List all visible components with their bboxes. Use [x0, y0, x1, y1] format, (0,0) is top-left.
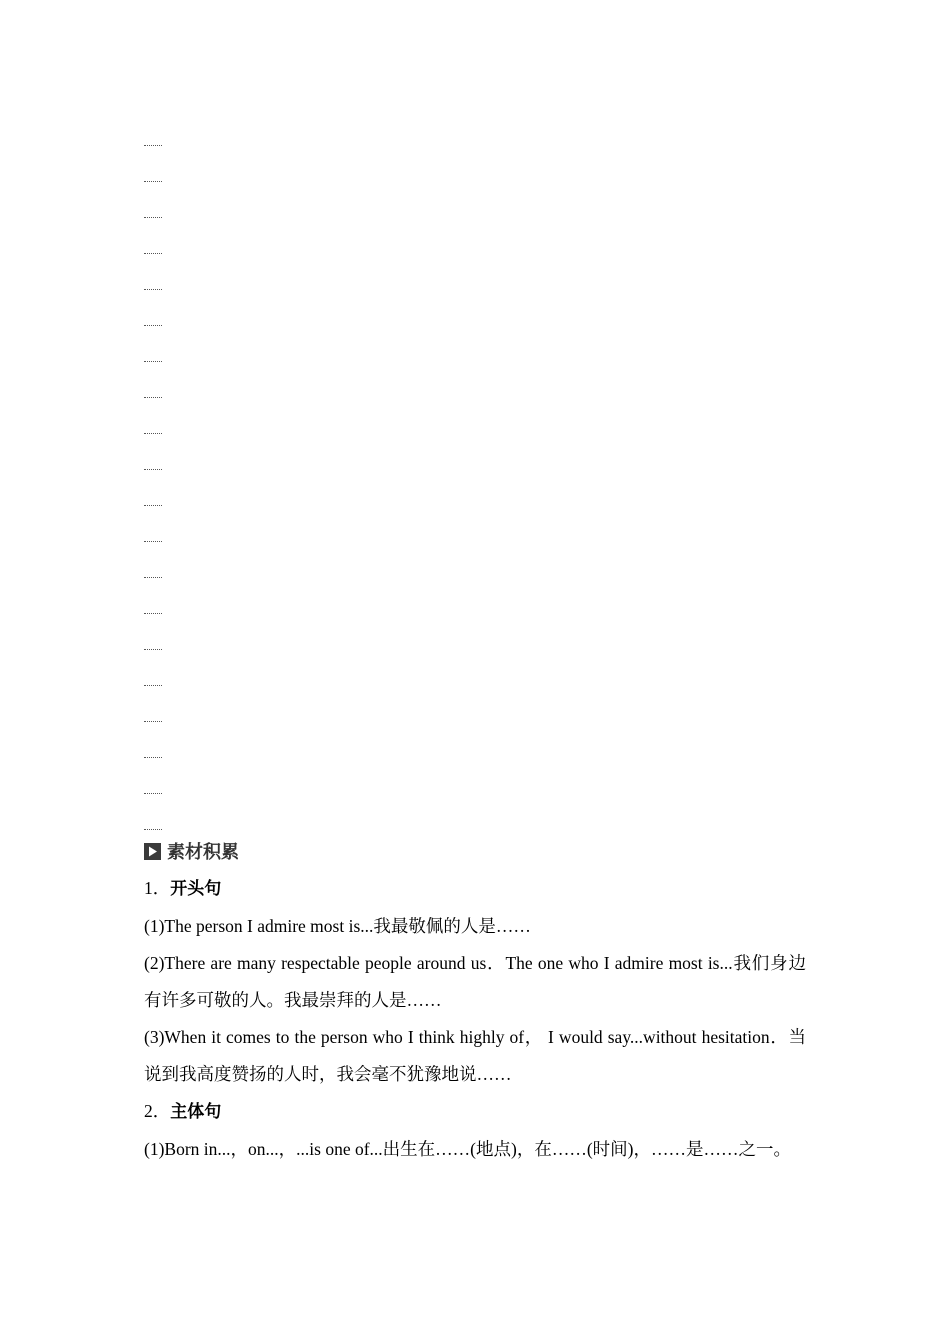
- writing-line: [144, 134, 174, 170]
- sentence-item: (1)Born in...，on...，...is one of...出生在……(地点)，在……(时间)，……是……之一。: [144, 1139, 791, 1159]
- subsection-heading: [144, 1093, 806, 1131]
- subsection-title: 主体句: [170, 1102, 222, 1122]
- writing-line: [144, 170, 174, 206]
- sentence-item: (3)When it comes to the person who I think highly of， I would say...without hesitation．当说到我高度赞扬的人时，我会毫不犹豫地说……: [144, 1027, 806, 1084]
- writing-line: [144, 206, 174, 242]
- section-heading: [144, 838, 239, 864]
- writing-line: [144, 782, 174, 818]
- subsection-number: 1．: [144, 878, 171, 898]
- writing-line: [144, 458, 174, 494]
- sentence-item: (1)The person I admire most is...我最敬佩的人是……: [144, 916, 531, 936]
- writing-line: [144, 530, 174, 566]
- writing-line: [144, 674, 174, 710]
- writing-line: [144, 746, 174, 782]
- writing-line: [144, 602, 174, 638]
- sentence-item: (2)There are many respectable people around us．The one who I admire most is...我们身边有许多可敬的人。我最崇拜的人是……: [144, 953, 806, 1010]
- subsection-number: 2．: [144, 1101, 171, 1121]
- writing-line: [144, 710, 174, 746]
- subsection-heading: [144, 870, 806, 908]
- section-title: 素材积累: [167, 842, 239, 863]
- writing-lines: [144, 134, 174, 854]
- subsection-title: 开头句: [170, 879, 222, 899]
- writing-line: [144, 242, 174, 278]
- writing-line: [144, 278, 174, 314]
- writing-line: [144, 314, 174, 350]
- writing-line: [144, 350, 174, 386]
- writing-line: [144, 422, 174, 458]
- play-triangle-icon: [144, 843, 161, 860]
- content-body: [144, 870, 806, 1168]
- writing-line: [144, 638, 174, 674]
- writing-line: [144, 386, 174, 422]
- writing-line: [144, 494, 174, 530]
- writing-line: [144, 566, 174, 602]
